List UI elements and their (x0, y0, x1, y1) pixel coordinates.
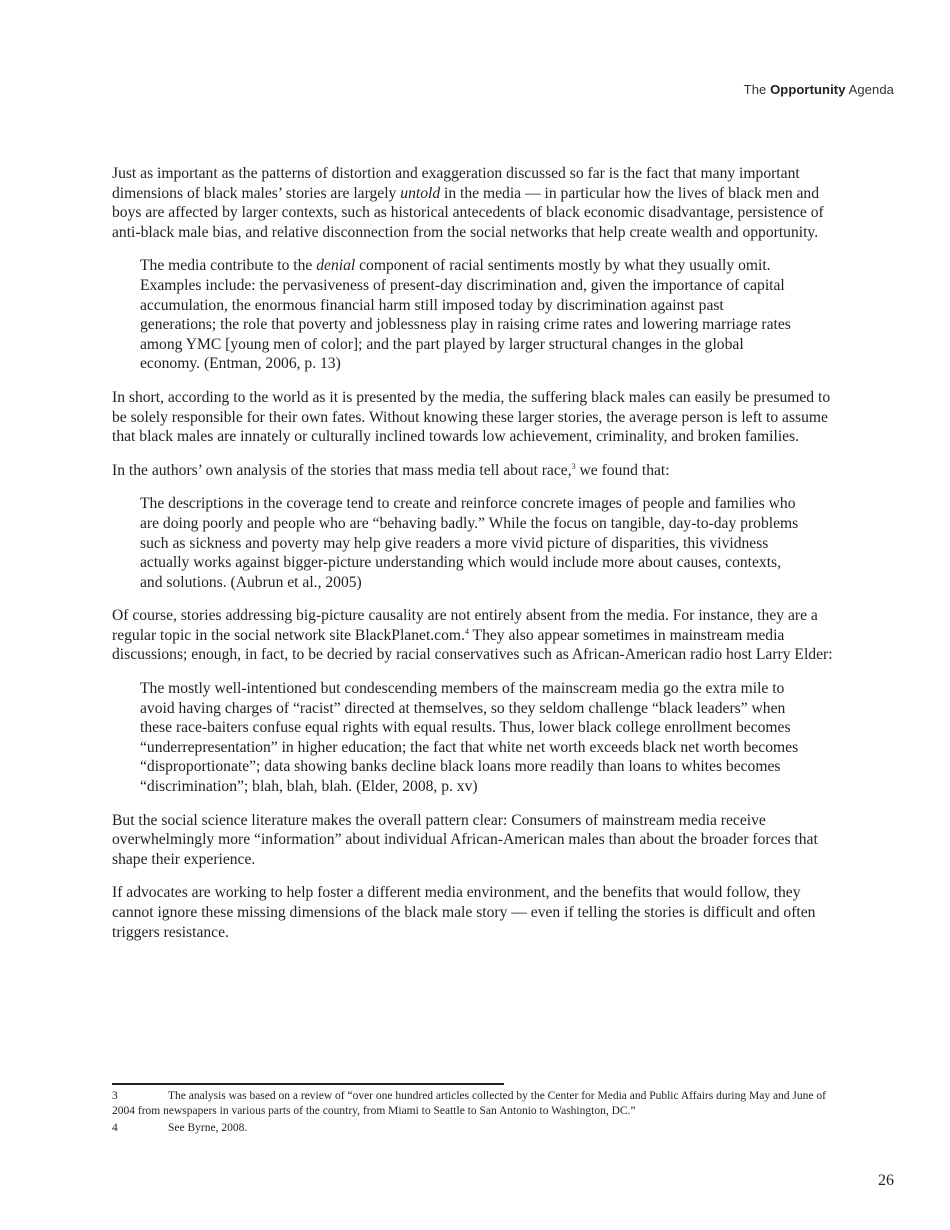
footnote-number: 3 (112, 1090, 118, 1102)
footnote-ref-3[interactable]: 3 (571, 461, 576, 471)
paragraph-text: Of course, stories addressing big-picture causality are not entirely absent from the media. For instance, they are a regular topic in the social network site BlackPlanet.com. (112, 607, 818, 644)
running-header (744, 82, 894, 97)
body-text (112, 164, 842, 956)
quote-text: The media contribute to the (140, 257, 317, 275)
footnote-text: The analysis was based on a review of “over one hundred articles collected by the Center for Media and Public Affairs during May and June of 2004 from newspapers in various parts of the country, from Miami to Seattle to San Antonio to Washington, DC.” (112, 1090, 826, 1117)
header-suffix: Agenda (848, 82, 894, 97)
header-prefix: The (743, 82, 767, 97)
paragraph-big-picture (112, 606, 842, 665)
paragraph-text: They also appear sometimes in mainstream media discussions; enough, in fact, to be decried by racial conservatives such as African-American radio host Larry Elder: (112, 626, 833, 664)
paragraph-authors-analysis (112, 461, 842, 481)
paragraph-in-short: In short, according to the world as it is presented by the media, the suffering black males can easily be presumed to be solely responsible for their own fates. Without knowing these larger stories, the average person is left to assume that black males are innately or culturally inclined towards low achievement, criminality, and broken families. (112, 388, 831, 446)
footnote-number: 4 (112, 1122, 118, 1134)
blockquote-elder: The mostly well-intentioned but condescending members of the mainscream media go the extra mile to avoid having charges of “racist” directed at themselves, so they seldom challenge “black leaders” when these race-baiters confuse equal rights with equal results. Thus, lower black college enrollment becomes “underrepresentation” in higher education; the fact that white net worth exceeds black net worth becomes “disproportionate”; data showing banks decline black loans more readily than loans to whites becomes “discrimination”; blah, blah, blah. (Elder, 2008, p. xv) (140, 680, 799, 796)
blockquote-aubrun: The descriptions in the coverage tend to create and reinforce concrete images of people and families who are doing poorly and people who are “behaving badly.” While the focus on tangible, day-to-day problems such as sickness and poverty may help give readers a more vivid picture of disparities, this vividness actually works against bigger-picture understanding which would include more about causes, contexts, and solutions. (Aubrun et al., 2005) (140, 495, 799, 591)
header-brand: Opportunity (770, 82, 846, 97)
footnote-3 (112, 1089, 842, 1119)
footnote-text: See Byrne, 2008. (168, 1122, 248, 1134)
paragraph-social-science: But the social science literature makes the overall pattern clear: Consumers of mainstream media receive overwhelmingly more “information” about individual African-American males than about the broader forces that shape their experience. (112, 811, 818, 868)
page-number: 26 (878, 1172, 894, 1189)
paragraph-advocates: If advocates are working to help foster a different media environment, and the benefits that would follow, they cannot ignore these missing dimensions of the black male story — even if telling the stories is difficult and often triggers resistance. (112, 884, 816, 941)
emphasis-untold: untold (400, 184, 441, 202)
footnote-4 (112, 1121, 842, 1136)
paragraph-text: Just as important as the patterns of distortion and exaggeration discussed so far is the fact that many important dimensions of black males’ stories are largely (112, 165, 800, 202)
footnote-ref-4[interactable]: 4 (464, 626, 469, 636)
footnotes (112, 1089, 842, 1138)
emphasis-denial: denial (316, 257, 356, 275)
footnote-divider (112, 1083, 504, 1085)
paragraph-text: we found that: (575, 461, 670, 479)
paragraph-text: in the media — in particular how the lives of black men and boys are affected by larger contexts, such as historical antecedents of black economic disadvantage, persistence of anti-black male bias, and relative disconnection from the social networks that help create wealth and opportunity. (112, 184, 824, 241)
quote-text: component of racial sentiments mostly by what they usually omit. Examples include: the pervasiveness of present-day discrimination and, given the importance of capital accumulation, the enormous financial harm still imposed today by discrimination against past generations; the role that poverty and joblessness play in raising crime rates and lowering marriage rates among YMC [young men of color]; and the part played by larger structural changes in the global economy. (Entman, 2006, p. 13) (140, 257, 791, 373)
blockquote-entman (140, 256, 800, 374)
paragraph-text: In the authors’ own analysis of the stories that mass media tell about race, (112, 461, 572, 479)
paragraph-untold (112, 164, 842, 242)
